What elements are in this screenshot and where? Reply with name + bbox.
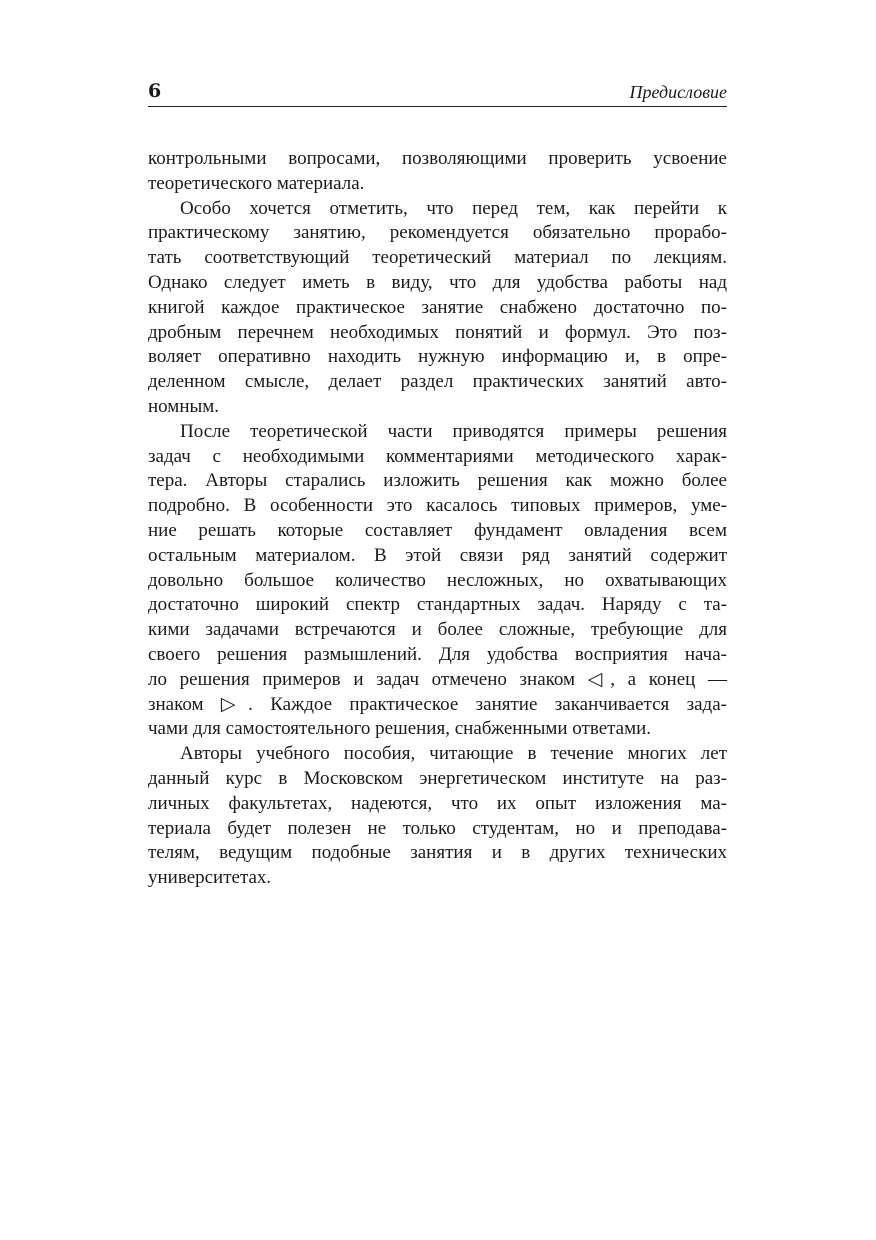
- body-text: [148, 147, 727, 891]
- text-line: задач с необходимыми комментариями методического харак-: [148, 445, 727, 467]
- text-line: практическому занятию, рекомендуется обязательно прорабо-: [148, 222, 727, 244]
- header-rule: [148, 106, 727, 107]
- text-line: тера. Авторы старались изложить решения как можно более: [148, 470, 727, 492]
- text-line: номным.: [148, 395, 220, 417]
- text-line: довольно большое количество несложных, но охватывающих: [148, 569, 727, 591]
- text-line: Особо хочется отметить, что перед тем, как перейти к: [180, 197, 727, 219]
- text-line: подробно. В особенности это касалось типовых примеров, уме-: [148, 495, 727, 517]
- text-line: книгой каждое практическое занятие снабжено достаточно по-: [148, 296, 727, 318]
- text-line: Однако следует иметь в виду, что для удобства работы над: [148, 271, 727, 293]
- text-line: тать соответствующий теоретический материал по лекциям.: [148, 247, 727, 269]
- text-line: После теоретической части приводятся примеры решения: [180, 420, 727, 442]
- text-line: личных факультетах, надеются, что их опыт изложения ма-: [148, 792, 727, 814]
- page-number: 6: [148, 80, 162, 102]
- page-header: [148, 78, 727, 104]
- text-line: деленном смысле, делает раздел практических занятий авто-: [148, 371, 727, 393]
- running-title: Предисловие: [629, 82, 727, 102]
- text-line: териала будет полезен не только студентам, но и преподава-: [148, 817, 727, 839]
- text-line: телям, ведущим подобные занятия и в других технических: [148, 842, 727, 864]
- text-line: кими задачами встречаются и более сложные, требующие для: [148, 619, 727, 641]
- text-line: теоретического материала.: [148, 172, 365, 194]
- text-line: достаточно широкий спектр стандартных задач. Наряду с та-: [148, 594, 727, 616]
- text-line: остальным материалом. В этой связи ряд занятий содержит: [148, 544, 727, 566]
- text-line: ние решать которые составляет фундамент овладения всем: [148, 519, 727, 541]
- text-line: данный курс в Московском энергетическом институте на раз-: [148, 767, 727, 789]
- text-line: своего решения размышлений. Для удобства восприятия нача-: [148, 643, 727, 665]
- text-line: Авторы учебного пособия, читающие в течение многих лет: [180, 743, 727, 765]
- text-line: ло решения примеров и задач отмечено знаком ◁, а конец —: [148, 668, 727, 690]
- text-line: знаком ▷. Каждое практическое занятие заканчивается зада-: [148, 693, 727, 715]
- text-line: контрольными вопросами, позволяющими проверить усвоение: [148, 148, 727, 169]
- text-line: дробным перечнем необходимых понятий и формул. Это поз-: [148, 321, 727, 343]
- text-line: чами для самостоятельного решения, снабженными ответами.: [148, 718, 652, 740]
- text-line: воляет оперативно находить нужную информацию и, в опре-: [148, 346, 727, 368]
- text-line: университетах.: [148, 867, 272, 889]
